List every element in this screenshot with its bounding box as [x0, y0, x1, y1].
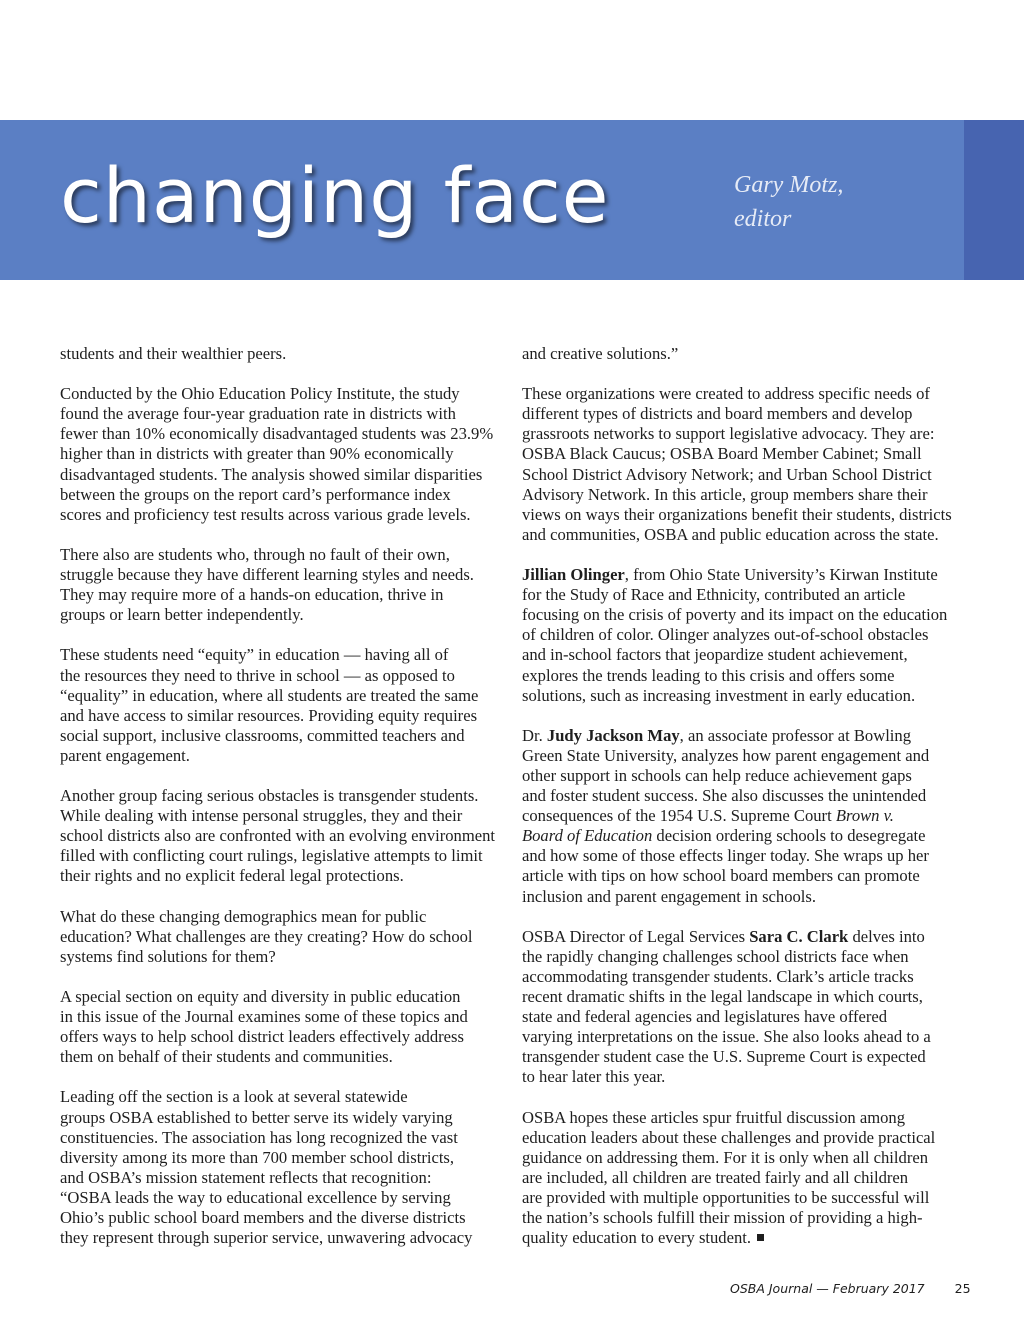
page-title: changing face — [60, 151, 610, 240]
text-line: “OSBA leads the way to educational excellence by serving — [60, 1187, 451, 1207]
left-column — [60, 344, 510, 1268]
byline-role: editor — [734, 206, 792, 232]
text-line: grassroots networks to support legislative advocacy. They are: — [522, 424, 935, 444]
text-line: Advisory Network. In this article, group members share their — [522, 484, 928, 504]
text-line: of children of color. Olinger analyzes out-of-school obstacles — [522, 625, 929, 645]
text-line: groups or learn better independently. — [60, 605, 304, 625]
text-fragment: delves into — [848, 926, 925, 946]
text-line: School District Advisory Network; and Urban School District — [522, 464, 932, 484]
paragraph — [60, 987, 510, 1067]
text-line: transgender student case the U.S. Supreme Court is expected — [522, 1047, 926, 1067]
text-line: are provided with multiple opportunities to be successful will — [522, 1187, 930, 1207]
text-line: Conducted by the Ohio Education Policy Institute, the study — [60, 384, 460, 404]
paragraph — [522, 344, 967, 364]
text-line: them on behalf of their students and communities. — [60, 1047, 393, 1067]
text-fragment: decision ordering schools to desegregate — [652, 826, 926, 846]
paragraph — [522, 726, 967, 907]
paragraph — [60, 344, 510, 364]
text-line: accommodating transgender students. Clark’s article tracks — [522, 966, 914, 986]
text-line: and in-school factors that jeopardize student achievement, — [522, 645, 908, 665]
text-line: Leading off the section is a look at several statewide — [60, 1087, 408, 1107]
text-line: the nation’s schools fulfill their mission of providing a high- — [522, 1208, 923, 1228]
text-line: OSBA hopes these articles spur fruitful discussion among — [522, 1107, 905, 1127]
text-line: OSBA Black Caucus; OSBA Board Member Cabinet; Small — [522, 444, 922, 464]
text-fragment: consequences of the 1954 U.S. Supreme Court — [522, 806, 836, 826]
text-fragment: OSBA Director of Legal Services — [522, 926, 750, 946]
text-line: they represent through superior service, unwavering advocacy — [60, 1228, 473, 1248]
text-line — [522, 927, 967, 947]
text-line: solutions, such as increasing investment in early education. — [522, 685, 916, 705]
text-fragment: , from Ohio State University’s Kirwan Institute — [624, 565, 938, 585]
text-line: students and their wealthier peers. — [60, 344, 287, 363]
byline — [734, 168, 843, 236]
text-line: diversity among its more than 700 member school districts, — [60, 1147, 455, 1167]
right-column — [522, 344, 967, 1268]
byline-name: Gary Motz, — [734, 172, 844, 198]
text-line: A special section on equity and diversity in public education — [60, 987, 461, 1006]
paragraph — [522, 384, 967, 545]
text-line: and have access to similar resources. Providing equity requires — [60, 705, 478, 725]
text-fragment: Dr. — [522, 725, 547, 745]
page-footer — [730, 1280, 971, 1298]
text-line: higher than in districts with greater than 90% economically — [60, 444, 454, 464]
text-line: disadvantaged students. The analysis showed similar disparities — [60, 464, 483, 484]
text-line: Ohio’s public school board members and the diverse districts — [60, 1208, 466, 1228]
text-line: inclusion and parent engagement in schools. — [522, 886, 817, 906]
paragraph — [60, 907, 510, 967]
text-line: between the groups on the report card’s performance index — [60, 484, 451, 504]
end-of-story-mark — [757, 1234, 764, 1241]
text-line: school districts also are confronted with an evolving environment — [60, 826, 496, 846]
text-line — [522, 806, 967, 826]
text-line: offers ways to help school district leaders effectively address — [60, 1027, 464, 1047]
text-line: “equality” in education, where all students are treated the same — [60, 685, 479, 705]
text-line — [522, 826, 967, 846]
paragraph — [522, 1108, 967, 1249]
text-line: There also are students who, through no fault of their own, — [60, 544, 450, 564]
text-line: These organizations were created to address specific needs of — [522, 384, 930, 404]
text-line — [522, 726, 967, 746]
text-line: Another group facing serious obstacles is transgender students. — [60, 786, 479, 806]
text-line: education? What challenges are they creating? How do school — [60, 926, 473, 946]
text-line — [522, 565, 967, 585]
text-line: the resources they need to thrive in school — as opposed to — [60, 665, 455, 685]
text-line: parent engagement. — [60, 745, 190, 765]
text-line — [522, 1228, 967, 1248]
text-line: views on ways their organizations benefit their students, districts — [522, 504, 952, 524]
text-line: focusing on the crisis of poverty and its impact on the education — [522, 605, 948, 625]
author-name: Jillian Olinger — [522, 565, 625, 585]
case-title: Brown v. — [835, 806, 894, 826]
text-line: They may require more of a hands-on education, thrive in — [60, 585, 444, 605]
text-line: and communities, OSBA and public education across the state. — [522, 524, 939, 544]
text-line: These students need “equity” in education — having all of — [60, 645, 449, 665]
publication-name: OSBA Journal — February 2017 — [730, 1281, 925, 1296]
text-fragment: , an associate professor at Bowling — [679, 725, 912, 745]
text-line: other support in schools can help reduce achievement gaps — [522, 765, 912, 785]
author-name: Sara C. Clark — [749, 926, 849, 946]
text-line: guidance on addressing them. For it is only when all children — [522, 1147, 929, 1167]
text-line: education leaders about these challenges and provide practical — [522, 1127, 936, 1147]
text-line: scores and proficiency test results across various grade levels. — [60, 504, 471, 524]
paragraph — [60, 1087, 510, 1248]
text-line: explores the trends leading to this crisis and offers some — [522, 665, 895, 685]
text-line: in this issue of the Journal examines some of these topics and — [60, 1007, 468, 1027]
paragraph — [60, 645, 510, 766]
text-line: to hear later this year. — [522, 1067, 666, 1087]
text-line: for the Study of Race and Ethnicity, contributed an article — [522, 585, 906, 605]
text-line: are included, all children are treated fairly and all children — [522, 1167, 909, 1187]
text-line: recent dramatic shifts in the legal landscape in which courts, — [522, 987, 923, 1006]
text-line: fewer than 10% economically disadvantaged students was 23.9% — [60, 424, 494, 444]
text-line: varying interpretations on the issue. She also looks ahead to a — [522, 1027, 931, 1047]
paragraph — [522, 927, 967, 1088]
text-line: their rights and no explicit federal legal protections. — [60, 866, 404, 886]
text-line: struggle because they have different learning styles and needs. — [60, 565, 474, 585]
case-title: Board of Education — [522, 826, 653, 846]
text-line: filled with conflicting court rulings, legislative attempts to limit — [60, 846, 483, 866]
text-line: While dealing with intense personal struggles, they and their — [60, 806, 463, 826]
text-line: constituencies. The association has long recognized the vast — [60, 1127, 458, 1147]
text-line: and creative solutions.” — [522, 344, 679, 363]
text-line: groups OSBA established to better serve its widely varying — [60, 1107, 453, 1127]
page-number: 25 — [954, 1281, 971, 1296]
text-line: the rapidly changing challenges school districts face when — [522, 946, 909, 966]
text-line: and OSBA’s mission statement reflects that recognition: — [60, 1167, 432, 1187]
text-fragment: quality education to every student. — [522, 1228, 752, 1248]
text-line: systems find solutions for them? — [60, 946, 276, 966]
text-line: What do these changing demographics mean for public — [60, 906, 427, 926]
text-line: article with tips on how school board members can promote — [522, 866, 920, 886]
text-line: different types of districts and board members and develop — [522, 404, 913, 424]
text-line: Green State University, analyzes how parent engagement and — [522, 745, 930, 765]
text-line: state and federal agencies and legislatures have offered — [522, 1007, 888, 1027]
text-line: found the average four-year graduation rate in districts with — [60, 404, 456, 424]
paragraph — [60, 545, 510, 625]
text-line: and how some of those effects linger today. She wraps up her — [522, 846, 929, 866]
banner-edge-stripe — [964, 120, 1024, 280]
author-name: Judy Jackson May — [546, 725, 680, 745]
paragraph — [60, 384, 510, 525]
paragraph — [522, 565, 967, 706]
text-line: and foster student success. She also discusses the unintended — [522, 786, 927, 806]
text-line: social support, inclusive classrooms, committed teachers and — [60, 725, 465, 745]
paragraph — [60, 786, 510, 886]
